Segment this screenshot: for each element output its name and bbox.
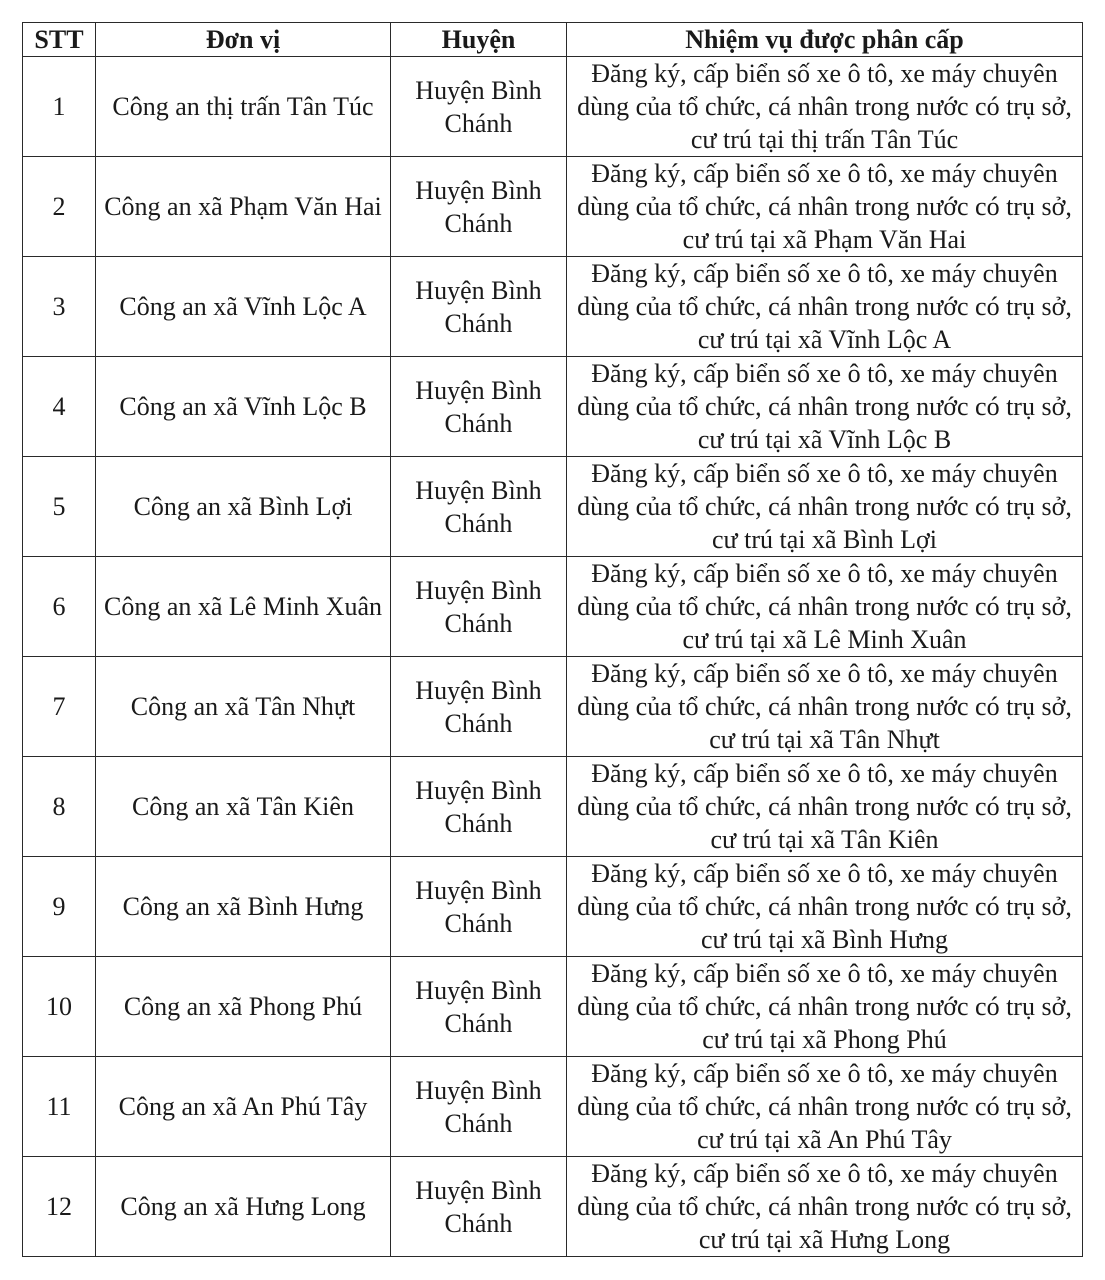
cell-stt: 10 [23, 957, 96, 1057]
table-row [23, 957, 1083, 1057]
table-row [23, 1057, 1083, 1157]
cell-district: Huyện Bình Chánh [391, 57, 567, 157]
cell-unit: Công an xã An Phú Tây [96, 1057, 391, 1157]
cell-task: Đăng ký, cấp biển số xe ô tô, xe máy chuyên dùng của tổ chức, cá nhân trong nước có trụ sở, cư trú tại xã Vĩnh Lộc B [567, 357, 1083, 457]
cell-stt: 4 [23, 357, 96, 457]
cell-district: Huyện Bình Chánh [391, 257, 567, 357]
cell-stt: 1 [23, 57, 96, 157]
cell-district: Huyện Bình Chánh [391, 757, 567, 857]
cell-task: Đăng ký, cấp biển số xe ô tô, xe máy chuyên dùng của tổ chức, cá nhân trong nước có trụ sở, cư trú tại xã Phạm Văn Hai [567, 157, 1083, 257]
table-row [23, 1157, 1083, 1257]
cell-district: Huyện Bình Chánh [391, 1157, 567, 1257]
cell-task: Đăng ký, cấp biển số xe ô tô, xe máy chuyên dùng của tổ chức, cá nhân trong nước có trụ sở, cư trú tại xã Tân Nhựt [567, 657, 1083, 757]
cell-district: Huyện Bình Chánh [391, 857, 567, 957]
cell-district: Huyện Bình Chánh [391, 457, 567, 557]
cell-task: Đăng ký, cấp biển số xe ô tô, xe máy chuyên dùng của tổ chức, cá nhân trong nước có trụ sở, cư trú tại thị trấn Tân Túc [567, 57, 1083, 157]
cell-task: Đăng ký, cấp biển số xe ô tô, xe máy chuyên dùng của tổ chức, cá nhân trong nước có trụ sở, cư trú tại xã Hưng Long [567, 1157, 1083, 1257]
table-row [23, 857, 1083, 957]
cell-stt: 8 [23, 757, 96, 857]
cell-unit: Công an xã Phạm Văn Hai [96, 157, 391, 257]
cell-stt: 7 [23, 657, 96, 757]
table-row [23, 257, 1083, 357]
header-district: Huyện [391, 23, 567, 57]
cell-stt: 5 [23, 457, 96, 557]
cell-district: Huyện Bình Chánh [391, 1057, 567, 1157]
cell-district: Huyện Bình Chánh [391, 357, 567, 457]
cell-stt: 2 [23, 157, 96, 257]
cell-unit: Công an xã Bình Hưng [96, 857, 391, 957]
cell-district: Huyện Bình Chánh [391, 657, 567, 757]
header-stt: STT [23, 23, 96, 57]
cell-unit: Công an xã Bình Lợi [96, 457, 391, 557]
cell-district: Huyện Bình Chánh [391, 557, 567, 657]
cell-unit: Công an xã Hưng Long [96, 1157, 391, 1257]
table-row [23, 757, 1083, 857]
cell-task: Đăng ký, cấp biển số xe ô tô, xe máy chuyên dùng của tổ chức, cá nhân trong nước có trụ sở, cư trú tại xã Bình Hưng [567, 857, 1083, 957]
cell-unit: Công an xã Lê Minh Xuân [96, 557, 391, 657]
document-page [22, 22, 1082, 1257]
cell-unit: Công an xã Vĩnh Lộc A [96, 257, 391, 357]
cell-unit: Công an xã Tân Kiên [96, 757, 391, 857]
cell-unit: Công an xã Phong Phú [96, 957, 391, 1057]
cell-task: Đăng ký, cấp biển số xe ô tô, xe máy chuyên dùng của tổ chức, cá nhân trong nước có trụ sở, cư trú tại xã Lê Minh Xuân [567, 557, 1083, 657]
cell-stt: 3 [23, 257, 96, 357]
cell-unit: Công an xã Vĩnh Lộc B [96, 357, 391, 457]
table-header-row [23, 23, 1083, 57]
cell-task: Đăng ký, cấp biển số xe ô tô, xe máy chuyên dùng của tổ chức, cá nhân trong nước có trụ sở, cư trú tại xã Bình Lợi [567, 457, 1083, 557]
cell-task: Đăng ký, cấp biển số xe ô tô, xe máy chuyên dùng của tổ chức, cá nhân trong nước có trụ sở, cư trú tại xã Vĩnh Lộc A [567, 257, 1083, 357]
cell-task: Đăng ký, cấp biển số xe ô tô, xe máy chuyên dùng của tổ chức, cá nhân trong nước có trụ sở, cư trú tại xã Phong Phú [567, 957, 1083, 1057]
cell-unit: Công an xã Tân Nhựt [96, 657, 391, 757]
cell-district: Huyện Bình Chánh [391, 157, 567, 257]
header-unit: Đơn vị [96, 23, 391, 57]
table-row [23, 457, 1083, 557]
delegation-table [22, 22, 1083, 1257]
table-row [23, 557, 1083, 657]
header-task: Nhiệm vụ được phân cấp [567, 23, 1083, 57]
table-row [23, 57, 1083, 157]
cell-task: Đăng ký, cấp biển số xe ô tô, xe máy chuyên dùng của tổ chức, cá nhân trong nước có trụ sở, cư trú tại xã An Phú Tây [567, 1057, 1083, 1157]
cell-task: Đăng ký, cấp biển số xe ô tô, xe máy chuyên dùng của tổ chức, cá nhân trong nước có trụ sở, cư trú tại xã Tân Kiên [567, 757, 1083, 857]
cell-stt: 6 [23, 557, 96, 657]
cell-stt: 12 [23, 1157, 96, 1257]
table-body [23, 57, 1083, 1257]
table-row [23, 357, 1083, 457]
cell-stt: 11 [23, 1057, 96, 1157]
table-row [23, 657, 1083, 757]
table-row [23, 157, 1083, 257]
cell-unit: Công an thị trấn Tân Túc [96, 57, 391, 157]
cell-stt: 9 [23, 857, 96, 957]
cell-district: Huyện Bình Chánh [391, 957, 567, 1057]
